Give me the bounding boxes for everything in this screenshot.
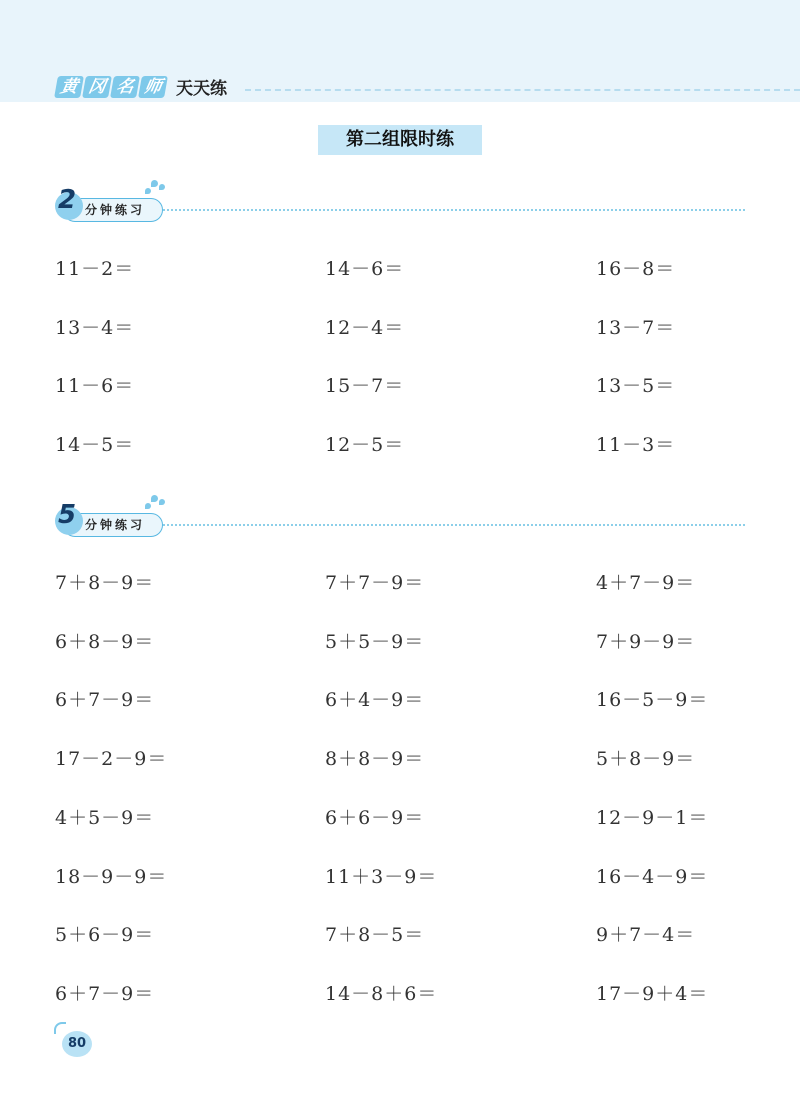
problem-item: 6＋8－9＝ (55, 631, 155, 653)
problem-item: 11＋3－9＝ (325, 866, 438, 888)
section-divider (163, 524, 745, 526)
problem-item: 6＋4－9＝ (325, 689, 425, 711)
problem-item: 16－8＝ (596, 258, 676, 280)
problem-item: 16－4－9＝ (596, 866, 709, 888)
problem-item: 11－2＝ (55, 258, 135, 280)
problem-item: 15－7＝ (325, 375, 405, 397)
problem-item: 18－9－9＝ (55, 866, 168, 888)
leaf-icon (54, 1022, 66, 1034)
problem-item: 8＋8－9＝ (325, 748, 425, 770)
problem-item: 4＋5－9＝ (55, 807, 155, 829)
problem-item: 5＋5－9＝ (325, 631, 425, 653)
problem-item: 12－9－1＝ (596, 807, 709, 829)
problem-item: 6＋7－9＝ (55, 689, 155, 711)
problem-item: 7＋8－9＝ (55, 572, 155, 594)
problem-item: 11－6＝ (55, 375, 135, 397)
page-number: 80 (62, 1031, 92, 1057)
problem-item: 13－7＝ (596, 317, 676, 339)
problem-item: 5＋6－9＝ (55, 924, 155, 946)
section-divider (163, 209, 745, 211)
page-title: 第二组限时练 (318, 125, 482, 155)
section-number: 2 (58, 185, 77, 215)
problem-item: 14－5＝ (55, 434, 135, 456)
problem-item: 17－9＋4＝ (596, 983, 709, 1005)
problem-item: 17－2－9＝ (55, 748, 168, 770)
problem-item: 9＋7－4＝ (596, 924, 696, 946)
header-divider (245, 89, 800, 91)
problem-item: 14－6＝ (325, 258, 405, 280)
splash-icon (145, 180, 167, 198)
brand-logo (56, 74, 227, 99)
problem-item: 11－3＝ (596, 434, 676, 456)
section-badge (55, 500, 161, 537)
section-badge (55, 185, 161, 222)
problem-item: 4＋7－9＝ (596, 572, 696, 594)
problem-item: 6＋6－9＝ (325, 807, 425, 829)
problem-item: 16－5－9＝ (596, 689, 709, 711)
brand-subtitle: 天天练 (176, 79, 227, 99)
problem-item: 14－8＋6＝ (325, 983, 438, 1005)
section-label: 分钟练习 (85, 203, 146, 217)
brand-char: 名 (110, 76, 140, 98)
problem-item: 12－5＝ (325, 434, 405, 456)
splash-icon (145, 495, 167, 513)
problem-item: 7＋7－9＝ (325, 572, 425, 594)
problem-item: 12－4＝ (325, 317, 405, 339)
section-label: 分钟练习 (85, 518, 146, 532)
problem-item: 5＋8－9＝ (596, 748, 696, 770)
problem-item: 6＋7－9＝ (55, 983, 155, 1005)
brand-char: 冈 (82, 76, 112, 98)
problem-item: 13－5＝ (596, 375, 676, 397)
problem-item: 7＋8－5＝ (325, 924, 425, 946)
problem-item: 7＋9－9＝ (596, 631, 696, 653)
section-number: 5 (58, 500, 77, 530)
brand-char: 黄 (54, 76, 84, 98)
problem-item: 13－4＝ (55, 317, 135, 339)
brand-char: 师 (138, 76, 168, 98)
